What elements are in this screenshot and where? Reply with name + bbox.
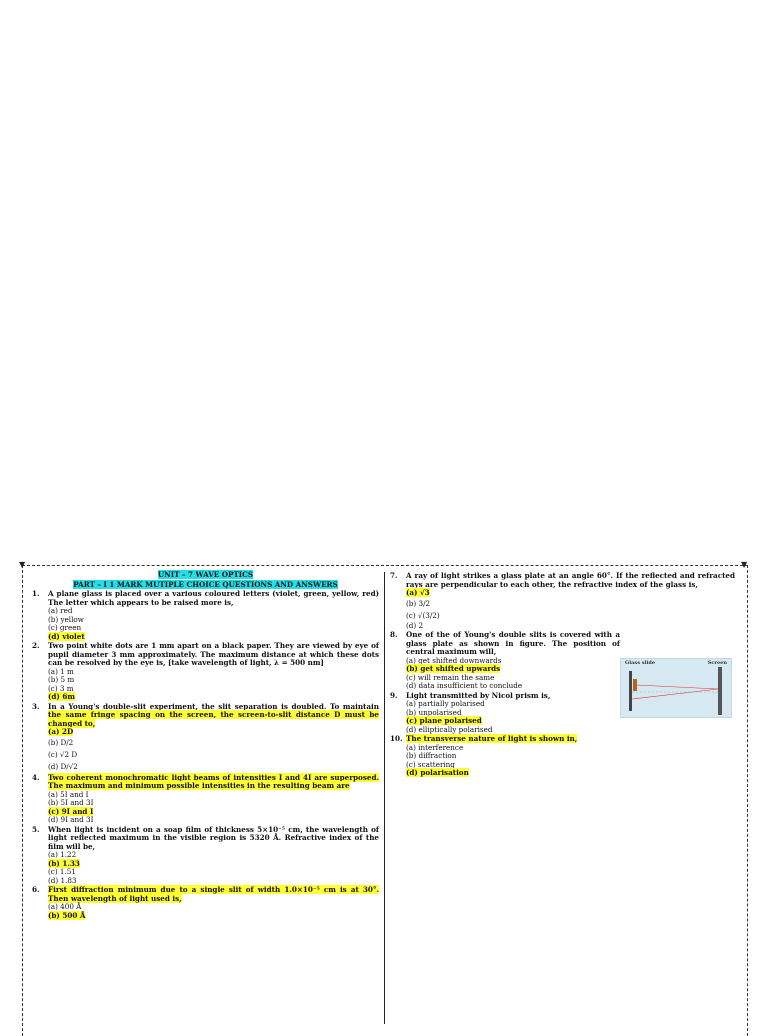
- option: (d) 1.83: [48, 875, 77, 885]
- option: (c) will remain the same: [406, 672, 495, 682]
- screen-bar: [718, 667, 722, 715]
- part-title: PART – I 1 MARK MUTIPLE CHOICE QUESTIONS AND ANSWERS: [73, 579, 338, 589]
- option: (c) √2 D: [48, 749, 78, 759]
- option: (b) yellow: [48, 614, 84, 624]
- answer-option: (c) 9I and I: [48, 806, 94, 816]
- question-10: 10. The transverse nature of light is shown in,: [390, 734, 578, 743]
- option: (d) D/√2: [48, 761, 78, 771]
- slit-diagram: [621, 659, 731, 717]
- question-4: 4. Two coherent monochromatic light beams of intensities I and 4I are superposed. The maximum and minimum possible intensities in the resulting beam are: [32, 772, 379, 790]
- screen-label: Screen: [707, 660, 727, 666]
- option: (a) partially polarised: [406, 699, 485, 708]
- glass-plate: [633, 679, 637, 691]
- question-1: 1. A plane glass is placed over a various coloured letters (violet, green, yellow, red) The letter which appears to be raised more is,: [32, 589, 379, 607]
- answer-option: (d) violet: [48, 631, 85, 641]
- left-column: [32, 571, 379, 920]
- question-8: 8. One of the of Young's double slits is covered with a glass plate as shown in figure. The position of central maximum will,: [390, 630, 620, 656]
- option: (a) get shifted downwards: [406, 655, 502, 665]
- option: (d) 9I and 3I: [48, 815, 94, 824]
- option: (b) 5 m: [48, 675, 75, 684]
- option: (b) D/2: [48, 737, 74, 747]
- question-6: 6. First diffraction minimum due to a single slit of width 1.0×10⁻⁵ cm is at 30°. Then wavelength of light used is,: [32, 885, 379, 903]
- question-9: 9. Light transmitted by Nicol prism is,: [390, 690, 551, 700]
- option: (a) 1.22: [48, 850, 77, 859]
- option: (c) green: [48, 623, 82, 632]
- corner-marker-left-icon: ▼: [19, 560, 26, 569]
- answer-option: (a) √3: [406, 588, 430, 597]
- answer-option: (b) 1.33: [48, 858, 80, 868]
- answer-option: (b) 500 Å: [48, 910, 86, 920]
- option: (b) 5I and 3I: [48, 798, 94, 807]
- option: (d) 2: [406, 620, 424, 630]
- option: (c) 1.51: [48, 867, 76, 876]
- option: (d) data insufficient to conclude: [406, 681, 523, 690]
- question-5: 5. When light is incident on a soap film of thickness 5×10⁻⁵ cm, the wavelength of light reflected maximum in the visible region is 5320 Å. Refractive index of the film will be,: [32, 824, 379, 851]
- option: (c) scattering: [406, 759, 455, 769]
- option: (b) diffraction: [406, 751, 457, 760]
- option: (b) unpolarised: [406, 707, 462, 717]
- answer-option: (c) plane polarised: [406, 716, 482, 725]
- column-divider: [384, 572, 385, 1024]
- option: (a) 400 Å: [48, 902, 82, 911]
- question-7: 7. A ray of light strikes a glass plate at an angle 60°. If the reflected and refracted rays are perpendicular to each other, the refractive index of the glass is,: [390, 571, 735, 589]
- option: (c) 3 m: [48, 683, 74, 693]
- option: (a) 1 m: [48, 666, 74, 676]
- option: (d) elliptically polarised: [406, 724, 493, 734]
- ray-upper: [637, 685, 718, 689]
- option: (a) red: [48, 606, 73, 615]
- answer-option: (d) polarisation: [406, 768, 469, 777]
- ray-lower: [632, 689, 718, 699]
- option: (a) 5I and I: [48, 789, 89, 799]
- answer-option: (b) get shifted upwards: [406, 664, 501, 673]
- slit-barrier: [629, 671, 632, 711]
- question-3: 3. In a Young's double-slit experiment, the slit separation is doubled. To maintain the same fringe spacing on the screen, the screen-to-slit distance D must be changed to,: [32, 701, 379, 728]
- answer-option: (a) 2D: [48, 727, 74, 736]
- option: (b) 3/2: [406, 598, 431, 608]
- option: (c) √(3/2): [406, 610, 440, 620]
- unit-title: UNIT – 7 WAVE OPTICS: [157, 570, 254, 579]
- option: (a) interference: [406, 742, 464, 752]
- glass-slide-label: Glass slide: [625, 660, 656, 666]
- double-slit-figure: [620, 658, 732, 718]
- question-2: 2. Two point white dots are 1 mm apart on a black paper. They are viewed by eye of pupil diameter 3 mm approximately. The maximum distance at which these dots can be resolved by the eye is, [take wavelength of light, λ = 500 nm]: [32, 641, 379, 667]
- corner-marker-right-icon: ▼: [741, 560, 748, 569]
- answer-option: (d) 6m: [48, 692, 75, 701]
